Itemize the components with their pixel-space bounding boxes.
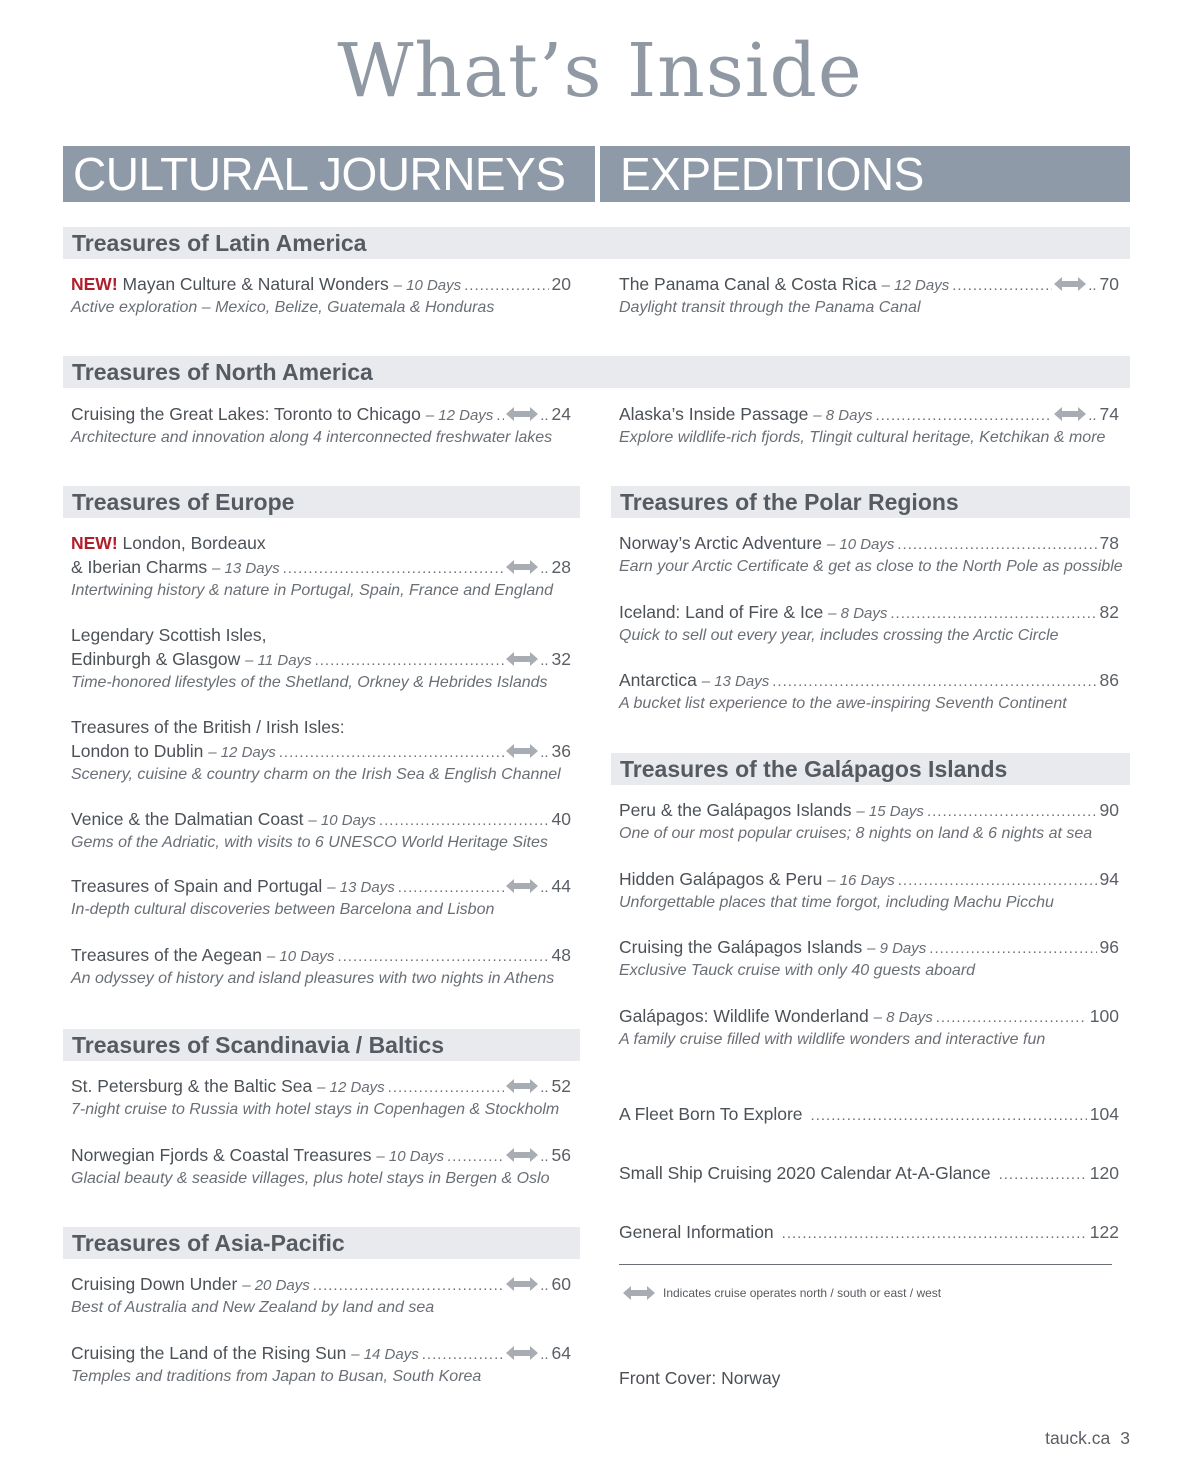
entry-rising-sun[interactable] bbox=[71, 1341, 571, 1389]
entry-hidden-galapagos[interactable] bbox=[619, 867, 1119, 915]
entry-duration: – 8 Days bbox=[813, 407, 873, 424]
entry-description: Active exploration – Mexico, Belize, Guatemala & Honduras bbox=[71, 299, 495, 316]
leader-dots bbox=[875, 404, 1052, 428]
entry-title-line1: Legendary Scottish Isles, bbox=[71, 625, 267, 645]
entry-norwegian-fjords[interactable] bbox=[71, 1143, 571, 1191]
entry-description: Temples and traditions from Japan to Busan, South Korea bbox=[71, 1368, 482, 1385]
double-arrow-icon bbox=[506, 1346, 538, 1360]
leader-dots bbox=[929, 937, 1096, 961]
entry-title: St. Petersburg & the Baltic Sea bbox=[71, 1076, 313, 1096]
arrow-dots: .. bbox=[1088, 277, 1097, 294]
entry-general-information[interactable] bbox=[619, 1220, 1119, 1244]
double-arrow-icon bbox=[506, 652, 538, 666]
entry-great-lakes[interactable] bbox=[71, 402, 571, 450]
entry-fleet[interactable] bbox=[619, 1102, 1119, 1126]
entry-description: A bucket list experience to the awe-inspiring Seventh Continent bbox=[619, 695, 1067, 712]
legend bbox=[623, 1286, 941, 1300]
entry-duration: – 13 Days bbox=[327, 879, 395, 896]
leader-dots bbox=[313, 1274, 504, 1298]
section-galapagos: Treasures of the Galápagos Islands bbox=[611, 753, 1130, 785]
page-number: 82 bbox=[1099, 602, 1119, 622]
entry-title: Antarctica bbox=[619, 670, 697, 690]
entry-title: A Fleet Born To Explore bbox=[619, 1104, 803, 1124]
entry-down-under[interactable] bbox=[71, 1272, 571, 1320]
footer bbox=[1045, 1428, 1130, 1449]
double-arrow-icon bbox=[1054, 407, 1086, 421]
entry-venice[interactable] bbox=[71, 807, 571, 855]
entry-scottish-isles[interactable] bbox=[71, 623, 571, 695]
page-number: 90 bbox=[1099, 800, 1119, 820]
footer-site[interactable]: tauck.ca bbox=[1045, 1428, 1111, 1448]
entry-title: Peru & the Galápagos Islands bbox=[619, 800, 852, 820]
page-number: 52 bbox=[551, 1076, 571, 1096]
entry-description: Intertwining history & nature in Portugal, Spain, France and England bbox=[71, 582, 554, 599]
leader-dots bbox=[772, 670, 1096, 694]
entry-duration: – 10 Days bbox=[308, 812, 376, 829]
arrow-dots: .. bbox=[540, 560, 549, 577]
entry-description: One of our most popular cruises; 8 nights on land & 6 nights at sea bbox=[619, 825, 1093, 842]
entry-title: The Panama Canal & Costa Rica bbox=[619, 274, 877, 294]
leader-dots bbox=[388, 1076, 505, 1100]
leader-dots bbox=[422, 1343, 504, 1367]
arrow-dots: .. bbox=[540, 744, 549, 761]
entry-title-line1: London, Bordeaux bbox=[122, 533, 266, 553]
leader-dots bbox=[464, 274, 548, 298]
leader-dots bbox=[999, 1163, 1087, 1187]
entry-duration: – 10 Days bbox=[376, 1148, 444, 1165]
entry-british-irish-isles[interactable] bbox=[71, 715, 571, 787]
arrow-dots: .. bbox=[540, 652, 549, 669]
entry-duration: – 11 Days bbox=[245, 652, 312, 669]
entry-description: Architecture and innovation along 4 interconnected freshwater lakes bbox=[71, 429, 553, 446]
section-asia-pacific: Treasures of Asia-Pacific bbox=[63, 1227, 580, 1259]
page-number: 96 bbox=[1099, 937, 1119, 957]
arrow-dots: .. bbox=[540, 407, 549, 424]
entry-duration: – 12 Days bbox=[208, 744, 276, 761]
arrow-dots: .. bbox=[540, 1148, 549, 1165]
entry-description: Best of Australia and New Zealand by land and sea bbox=[71, 1299, 435, 1316]
entry-panama-canal[interactable] bbox=[619, 272, 1119, 320]
new-badge: NEW! bbox=[71, 274, 118, 294]
leader-dots bbox=[279, 741, 504, 765]
page-number: 44 bbox=[551, 876, 571, 896]
entry-description: Quick to sell out every year, includes crossing the Arctic Circle bbox=[619, 627, 1059, 644]
entry-duration: – 9 Days bbox=[867, 940, 927, 957]
entry-description: Explore wildlife-rich fjords, Tlingit cultural heritage, Ketchikan & more bbox=[619, 429, 1106, 446]
section-polar-regions: Treasures of the Polar Regions bbox=[611, 486, 1130, 518]
leader-dots bbox=[890, 602, 1096, 626]
page-number: 100 bbox=[1089, 1006, 1119, 1026]
entry-title: Cruising the Galápagos Islands bbox=[619, 937, 863, 957]
leader-dots bbox=[927, 800, 1097, 824]
leader-dots bbox=[782, 1222, 1087, 1246]
page-number: 48 bbox=[551, 945, 571, 965]
entry-norway-arctic[interactable] bbox=[619, 531, 1123, 579]
entry-title: Norwegian Fjords & Coastal Treasures bbox=[71, 1145, 372, 1165]
entry-duration: – 13 Days bbox=[212, 560, 280, 577]
leader-dots bbox=[398, 876, 504, 900]
leader-dots bbox=[811, 1104, 1087, 1128]
entry-london-bordeaux[interactable] bbox=[71, 531, 571, 603]
leader-dots bbox=[283, 557, 505, 581]
leader-dots bbox=[898, 869, 1097, 893]
entry-description: Unforgettable places that time forgot, including Machu Picchu bbox=[619, 894, 1054, 911]
entry-description: Time-honored lifestyles of the Shetland, Orkney & Hebrides Islands bbox=[71, 674, 548, 691]
leader-dots bbox=[315, 649, 505, 673]
section-europe: Treasures of Europe bbox=[63, 486, 580, 518]
arrow-dots: .. bbox=[540, 1277, 549, 1294]
page-number: 74 bbox=[1099, 404, 1119, 424]
entry-description: An odyssey of history and island pleasures with two nights in Athens bbox=[71, 970, 555, 987]
page-number: 56 bbox=[551, 1145, 571, 1165]
entry-description: Gems of the Adriatic, with visits to 6 UNESCO World Heritage Sites bbox=[71, 834, 548, 851]
entry-title: Small Ship Cruising 2020 Calendar At-A-Glance bbox=[619, 1163, 991, 1183]
entry-duration: – 10 Days bbox=[266, 948, 335, 965]
page-number: 24 bbox=[551, 404, 571, 424]
entry-description: Earn your Arctic Certificate & get as close to the North Pole as possible bbox=[619, 558, 1123, 575]
entry-description: Glacial beauty & seaside villages, plus hotel stays in Bergen & Oslo bbox=[71, 1170, 550, 1187]
double-arrow-icon bbox=[506, 1148, 538, 1162]
leader-dots bbox=[952, 274, 1052, 298]
footer-page-number: 3 bbox=[1120, 1428, 1130, 1448]
front-cover-caption: Front Cover: Norway bbox=[619, 1368, 781, 1388]
page-number: 40 bbox=[551, 809, 571, 829]
page-number: 104 bbox=[1089, 1104, 1119, 1124]
entry-title-line1: Treasures of the British / Irish Isles: bbox=[71, 717, 345, 737]
leader-dots bbox=[447, 1145, 504, 1169]
entry-duration: – 8 Days bbox=[873, 1009, 933, 1026]
entry-title: General Information bbox=[619, 1222, 774, 1242]
leader-dots bbox=[337, 945, 548, 969]
entry-peru-galapagos[interactable] bbox=[619, 798, 1119, 846]
entry-calendar[interactable] bbox=[619, 1161, 1119, 1185]
entry-duration: – 16 Days bbox=[827, 872, 895, 889]
page-number: 60 bbox=[551, 1274, 571, 1294]
entry-title: Mayan Culture & Natural Wonders bbox=[122, 274, 389, 294]
double-arrow-icon bbox=[506, 560, 538, 574]
entry-title: Iceland: Land of Fire & Ice bbox=[619, 602, 824, 622]
entry-duration: – 14 Days bbox=[351, 1346, 419, 1363]
entry-spain-portugal[interactable] bbox=[71, 874, 571, 922]
section-scandinavia-baltics: Treasures of Scandinavia / Baltics bbox=[63, 1029, 580, 1061]
entry-description: Daylight transit through the Panama Canal bbox=[619, 299, 921, 316]
entry-duration: – 13 Days bbox=[701, 673, 770, 690]
leader-dots bbox=[379, 809, 549, 833]
section-north-america: Treasures of North America bbox=[63, 356, 1130, 388]
leader-dots bbox=[936, 1006, 1087, 1030]
entry-title: Treasures of the Aegean bbox=[71, 945, 263, 965]
entry-title-line2: Edinburgh & Glasgow bbox=[71, 649, 241, 669]
entry-duration: – 10 Days bbox=[393, 277, 462, 294]
legend-text: Indicates cruise operates north / south or east / west bbox=[663, 1286, 942, 1300]
cultural-journeys-banner: CULTURAL JOURNEYS bbox=[63, 146, 595, 202]
page-number: 28 bbox=[551, 557, 571, 577]
entry-iceland[interactable] bbox=[619, 600, 1119, 648]
double-arrow-icon bbox=[506, 744, 538, 758]
legend-divider bbox=[619, 1264, 1112, 1265]
entry-description: A family cruise filled with wildlife wonders and interactive fun bbox=[619, 1031, 1046, 1048]
leader-dots bbox=[496, 404, 504, 428]
entry-duration: – 10 Days bbox=[826, 536, 895, 553]
leader-dots bbox=[897, 533, 1096, 557]
entry-title: Hidden Galápagos & Peru bbox=[619, 869, 823, 889]
entry-st-petersburg[interactable] bbox=[71, 1074, 571, 1122]
page-number: 122 bbox=[1089, 1222, 1119, 1242]
page-number: 78 bbox=[1099, 533, 1119, 553]
double-arrow-icon bbox=[1054, 277, 1086, 291]
entry-cruising-galapagos[interactable] bbox=[619, 935, 1119, 983]
page-number: 94 bbox=[1099, 869, 1119, 889]
entry-description: Exclusive Tauck cruise with only 40 guests aboard bbox=[619, 962, 976, 979]
entry-duration: – 12 Days bbox=[425, 407, 494, 424]
double-arrow-icon bbox=[506, 407, 538, 421]
entry-description: In-depth cultural discoveries between Barcelona and Lisbon bbox=[71, 901, 495, 918]
page-number: 32 bbox=[551, 649, 571, 669]
entry-antarctica[interactable] bbox=[619, 668, 1119, 716]
entry-mayan[interactable] bbox=[71, 272, 571, 320]
entry-duration: – 12 Days bbox=[317, 1079, 385, 1096]
arrow-dots: .. bbox=[540, 1079, 549, 1096]
arrow-dots: .. bbox=[1088, 407, 1097, 424]
page-number: 120 bbox=[1089, 1163, 1119, 1183]
arrow-dots: .. bbox=[540, 1346, 549, 1363]
entry-alaska[interactable] bbox=[619, 402, 1119, 450]
page-number: 64 bbox=[551, 1343, 571, 1363]
page-number: 70 bbox=[1099, 274, 1119, 294]
expeditions-banner: EXPEDITIONS bbox=[600, 146, 1130, 202]
entry-description: 7-night cruise to Russia with hotel stays in Copenhagen & Stockholm bbox=[71, 1101, 560, 1118]
entry-title: Galápagos: Wildlife Wonderland bbox=[619, 1006, 869, 1026]
page-number: 36 bbox=[551, 741, 571, 761]
entry-title: Treasures of Spain and Portugal bbox=[71, 876, 323, 896]
page-number: 20 bbox=[551, 274, 571, 294]
entry-title-line2: London to Dublin bbox=[71, 741, 204, 761]
page-number: 86 bbox=[1099, 670, 1119, 690]
entry-duration: – 20 Days bbox=[242, 1277, 310, 1294]
double-arrow-icon bbox=[506, 1079, 538, 1093]
entry-aegean[interactable] bbox=[71, 943, 571, 991]
double-arrow-icon bbox=[506, 879, 538, 893]
section-latin-america: Treasures of Latin America bbox=[63, 227, 1130, 259]
entry-title: Cruising Down Under bbox=[71, 1274, 238, 1294]
entry-title: Cruising the Land of the Rising Sun bbox=[71, 1343, 347, 1363]
entry-description: Scenery, cuisine & country charm on the Irish Sea & English Channel bbox=[71, 766, 561, 783]
entry-duration: – 12 Days bbox=[881, 277, 950, 294]
entry-duration: – 8 Days bbox=[828, 605, 888, 622]
double-arrow-icon bbox=[506, 1277, 538, 1291]
arrow-dots: .. bbox=[540, 879, 549, 896]
entry-title: Norway’s Arctic Adventure bbox=[619, 533, 822, 553]
entry-title: Venice & the Dalmatian Coast bbox=[71, 809, 304, 829]
entry-title-line2: & Iberian Charms bbox=[71, 557, 208, 577]
new-badge: NEW! bbox=[71, 533, 118, 553]
double-arrow-icon bbox=[623, 1286, 655, 1300]
page-title: What’s Inside bbox=[337, 28, 863, 114]
entry-duration: – 15 Days bbox=[856, 803, 924, 820]
entry-title: Cruising the Great Lakes: Toronto to Chicago bbox=[71, 404, 421, 424]
entry-title: Alaska’s Inside Passage bbox=[619, 404, 809, 424]
entry-wildlife-wonderland[interactable] bbox=[619, 1004, 1119, 1052]
